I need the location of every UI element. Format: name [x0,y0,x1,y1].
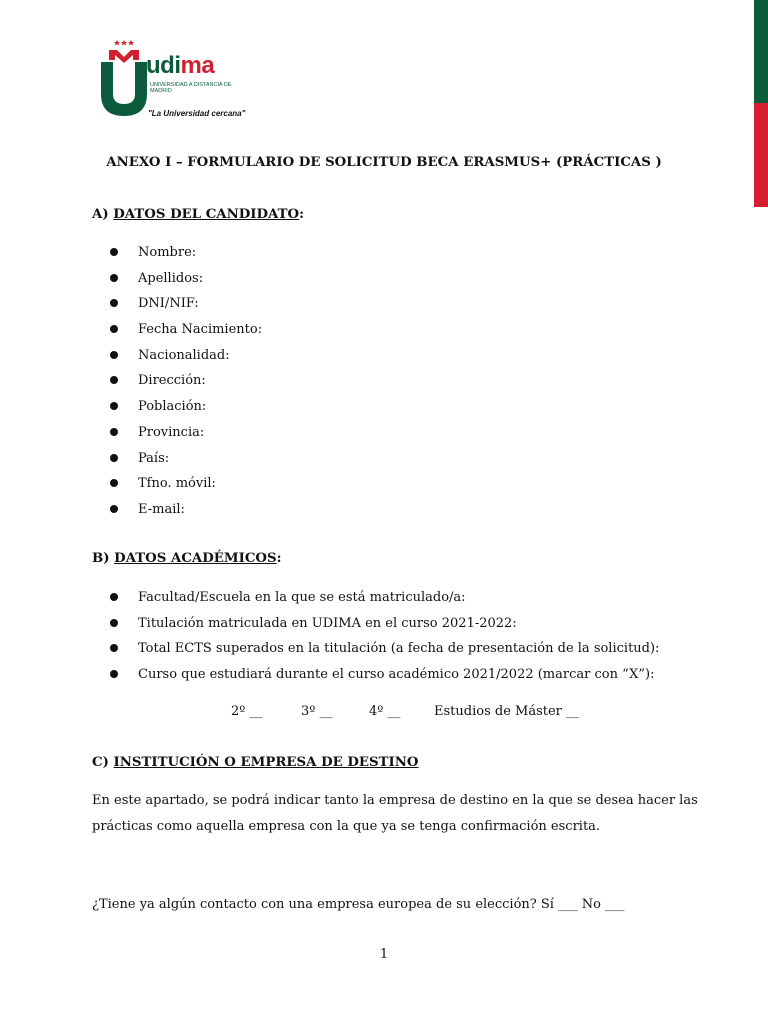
section-a-label: DATOS DEL CANDIDATO [113,207,300,222]
course-option: 3º __ [301,704,333,719]
section-c-heading [92,755,418,770]
candidate-field: Apellidos: [110,269,262,295]
candidate-field: Dirección: [110,371,262,397]
academic-field: Facultad/Escuela en la que se está matriculado/a: [110,588,659,614]
course-option: Estudios de Máster __ [434,704,580,719]
logo-stars [114,40,134,46]
section-c-label: INSTITUCIÓN O EMPRESA DE DESTINO [113,755,419,770]
logo-subtitle: UNIVERSIDAD A DISTANCIA DE MADRID [150,82,232,94]
candidate-field: País: [110,449,262,475]
contact-question: ¿Tiene ya algún contacto con una empresa europea de su elección? Sí ___ No ___ [92,897,625,912]
section-b-heading [92,551,282,566]
section-b-prefix: B) [92,551,115,566]
course-option: 4º __ [369,704,401,719]
candidate-field: Población: [110,397,262,423]
section-c-prefix: C) [92,755,114,770]
candidate-field: Provincia: [110,423,262,449]
logo-m-shape [109,50,139,63]
section-b-label: DATOS ACADÉMICOS [114,551,277,566]
section-c-paragraph: En este apartado, se podrá indicar tanto la empresa de destino en la que se desea hacer las prácticas como aquella empresa con la que ya se tenga confirmación escrita. [92,793,698,834]
side-color-bar [754,0,768,207]
academic-fields-list [110,588,659,691]
side-bar-green [754,0,768,103]
section-b-suffix: : [276,551,282,566]
course-option: 2º __ [231,704,263,719]
logo-u-shape [101,62,147,116]
candidate-field: Tfno. móvil: [110,474,262,500]
section-a-heading [92,207,304,222]
candidate-field: DNI/NIF: [110,294,262,320]
section-a-suffix: : [299,207,305,222]
candidate-field: E-mail: [110,500,262,526]
candidate-field: Nombre: [110,243,262,269]
logo-wordmark: udima [146,52,215,79]
section-a-prefix: A) [92,207,114,222]
candidate-fields-list [110,243,262,526]
logo-motto: "La Universidad cercana" [148,109,246,118]
document-title: ANEXO I – FORMULARIO DE SOLICITUD BECA ERASMUS+ (PRÁCTICAS ) [106,155,662,170]
candidate-field: Nacionalidad: [110,346,262,372]
academic-field: Titulación matriculada en UDIMA en el curso 2021-2022: [110,614,659,640]
page-number: 1 [379,947,389,962]
candidate-field: Fecha Nacimiento: [110,320,262,346]
academic-field: Total ECTS superados en la titulación (a fecha de presentación de la solicitud): [110,639,659,665]
academic-field: Curso que estudiará durante el curso académico 2021/2022 (marcar con “X”): [110,665,659,691]
